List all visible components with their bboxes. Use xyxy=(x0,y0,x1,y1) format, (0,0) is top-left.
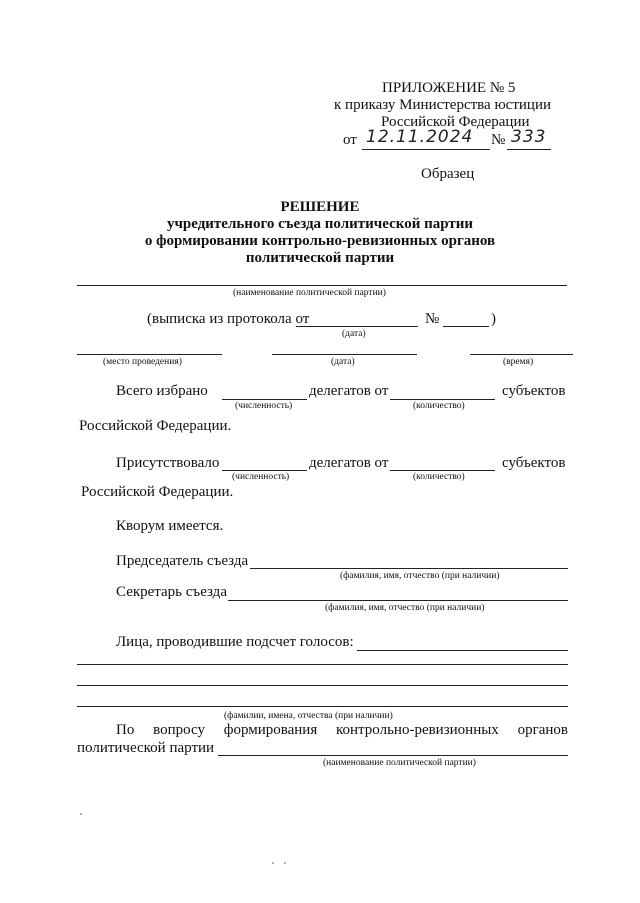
meeting-date-line xyxy=(272,354,417,355)
elected-label: Всего избрано xyxy=(116,383,208,399)
appendix-title: ПРИЛОЖЕНИЕ № 5 xyxy=(382,80,516,96)
counters-line-2 xyxy=(77,664,568,665)
elected-count-line xyxy=(390,399,495,400)
meeting-time-line xyxy=(470,354,573,355)
question-word-3: формирования xyxy=(223,722,318,738)
document-title: РЕШЕНИЕ xyxy=(280,199,360,215)
scan-speck xyxy=(272,862,274,864)
protocol-date-caption: (дата) xyxy=(342,329,366,339)
present-number-caption: (численность) xyxy=(232,472,290,482)
chairman-line xyxy=(250,568,568,569)
present-count-caption: (количество) xyxy=(413,472,465,482)
order-line: к приказу Министерства юстиции xyxy=(334,97,551,113)
meeting-time-caption: (время) xyxy=(503,357,534,367)
counters-line-1 xyxy=(357,650,568,651)
number-label: № xyxy=(491,132,506,148)
elected-delegates-from: делегатов от xyxy=(309,383,389,399)
chairman-label: Председатель съезда xyxy=(116,553,249,569)
counters-line-4 xyxy=(77,706,568,707)
question-word-5: органов xyxy=(517,722,568,738)
elected-subjects: субъектов xyxy=(502,383,566,399)
counters-caption: (фамилии, имена, отчества (при наличии) xyxy=(224,711,393,721)
present-label: Присутствовало xyxy=(116,455,220,471)
question-word-1: По xyxy=(116,722,135,738)
elected-number-line xyxy=(222,399,307,400)
quorum-text: Кворум имеется. xyxy=(116,518,224,534)
present-count-line xyxy=(390,470,495,471)
ministry-line: Российской Федерации xyxy=(381,114,530,130)
meeting-date-caption: (дата) xyxy=(331,357,355,367)
present-delegates-from: делегатов от xyxy=(309,455,389,471)
question-party-caption: (наименование политической партии) xyxy=(323,758,476,768)
counters-line-3 xyxy=(77,685,568,686)
date-underline xyxy=(362,149,490,150)
date-from-label: от xyxy=(343,132,357,148)
counters-label: Лица, проводившие подсчет голосов: xyxy=(116,634,354,650)
party-name-line xyxy=(77,285,567,286)
present-number-line xyxy=(222,470,307,471)
party-name-caption: (наименование политической партии) xyxy=(233,288,386,298)
question-party-line xyxy=(218,755,568,756)
secretary-caption: (фамилия, имя, отчество (при наличии) xyxy=(325,603,485,613)
close-paren: ) xyxy=(491,311,496,327)
extract-label: (выписка из протокола от xyxy=(147,311,310,327)
place-caption: (место проведения) xyxy=(103,357,182,367)
handwritten-date: 12.11.2024 xyxy=(366,127,474,147)
elected-count-caption: (количество) xyxy=(413,401,465,411)
sample-label: Образец xyxy=(421,166,475,182)
protocol-number-line xyxy=(443,326,489,327)
title-line-1: учредительного съезда политической партии xyxy=(166,216,474,232)
present-subjects: субъектов xyxy=(502,455,566,471)
secretary-line xyxy=(228,600,568,601)
number-underline xyxy=(507,149,551,150)
question-row xyxy=(116,722,568,739)
scan-speck xyxy=(284,862,286,864)
title-line-3: политической партии xyxy=(245,250,395,266)
protocol-number-label: № xyxy=(425,311,440,327)
place-line xyxy=(77,354,222,355)
present-rf: Российской Федерации. xyxy=(81,484,234,500)
protocol-date-line xyxy=(296,326,418,327)
title-line-2: о формировании контрольно-ревизионных органов xyxy=(144,233,496,249)
elected-number-caption: (численность) xyxy=(235,401,293,411)
chairman-caption: (фамилия, имя, отчество (при наличии) xyxy=(340,571,500,581)
question-word-2: вопросу xyxy=(153,722,205,738)
question-party-label: политической партии xyxy=(77,740,215,756)
elected-rf: Российской Федерации. xyxy=(79,418,232,434)
scan-speck xyxy=(80,813,82,815)
question-word-4: контрольно-ревизионных xyxy=(336,722,499,738)
secretary-label: Секретарь съезда xyxy=(116,584,227,600)
handwritten-number: 333 xyxy=(511,127,547,147)
